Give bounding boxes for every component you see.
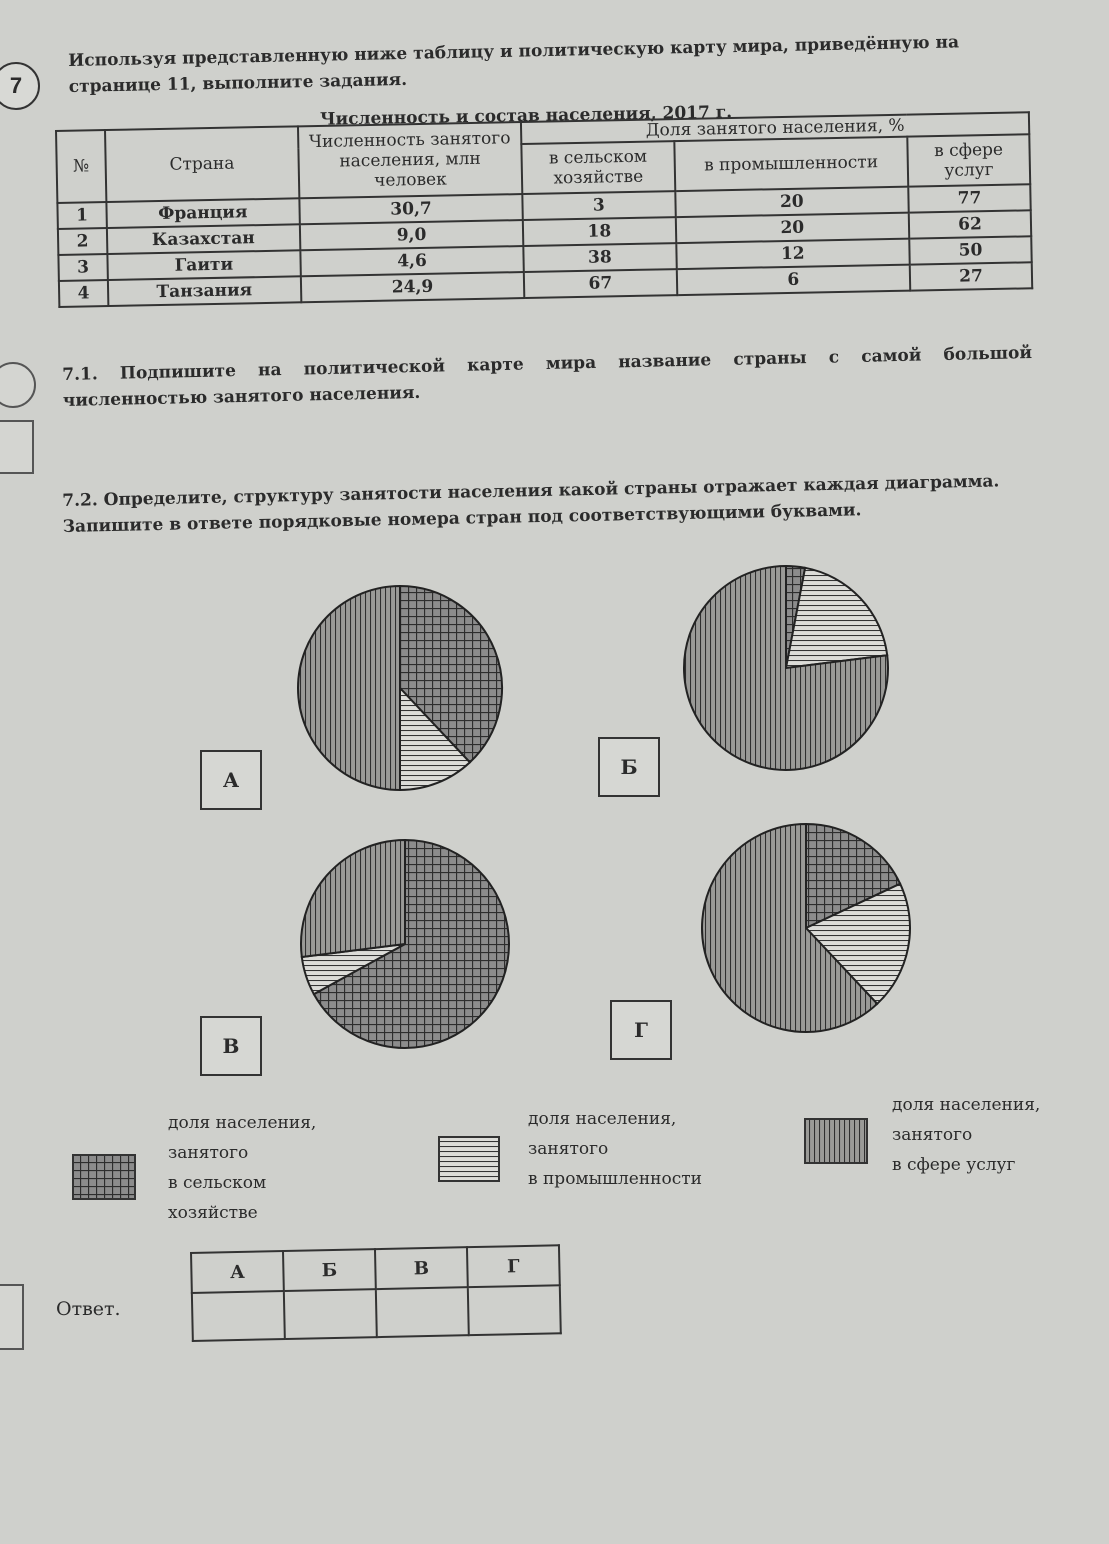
legend-swatch-services [804,1118,868,1164]
question-7-2-line2: Запишите в ответе порядковые номера стран под соответствующими буквами. [62,500,862,537]
cell-num: 3 [58,254,107,281]
q71-word: Подпишите [119,361,237,384]
legend-industry-l3: в промышленности [528,1169,702,1189]
cell-num: 2 [58,228,107,255]
q71-word: с [828,347,840,368]
cell-employed: 30,7 [299,194,523,224]
cell-services: 50 [909,236,1031,264]
cell-country: Франция [106,198,299,228]
answer-header-g: Г [467,1245,560,1287]
th-agriculture: в сельском хозяйстве [522,141,675,194]
legend-services [892,1090,1040,1180]
legend-industry [528,1104,702,1194]
legend-industry-l2: занятого [528,1139,609,1159]
question-7-2-line1: 7.2. Определите, структуру занятости населения какой страны отражает каждая диаграмма. [62,471,1000,511]
cell-services: 62 [909,210,1031,238]
cell-country: Казахстан [107,224,300,254]
legend-services-l2: занятого [892,1125,973,1145]
legend-agriculture-l4: хозяйстве [168,1203,258,1223]
cell-employed: 24,9 [301,272,525,302]
q71-word: карте [466,354,524,376]
answer-cell-b[interactable] [284,1289,377,1339]
letter-box-v [200,1016,262,1076]
legend-agriculture-l2: занятого [168,1143,249,1163]
letter-b: Б [620,755,638,779]
cell-industry: 6 [676,265,910,295]
cell-country: Гаити [107,250,300,280]
q71-word: мира [545,352,597,375]
answer-header-a: А [191,1251,284,1293]
cell-country: Танзания [108,276,301,306]
legend-swatch-agriculture [72,1154,136,1200]
legend-agriculture [168,1108,316,1228]
answer-score-box [0,1284,24,1350]
th-share-group: Доля занятого населения, % [521,112,1029,144]
answer-label: Ответ. [56,1298,121,1320]
cell-employed: 9,0 [300,220,524,250]
q71-word: политической [303,356,446,380]
legend-services-l3: в сфере услуг [892,1155,1016,1175]
letter-v: В [222,1034,240,1058]
letter-box-g [610,1000,672,1060]
cell-agriculture: 18 [523,217,676,246]
answer-cell-g[interactable] [468,1285,561,1335]
q71-word: на [257,360,282,381]
q71-word: самой [861,345,922,367]
th-services: в сфере услуг [907,134,1030,186]
letter-g: Г [634,1018,648,1042]
cell-industry: 20 [675,213,909,243]
cell-industry: 20 [675,187,909,217]
pie-1-slice-services [298,586,400,790]
task-number: 7 [9,73,23,98]
pie-3-slice-services [301,840,405,957]
legend-agriculture-l3: в сельском [168,1173,267,1193]
answer-cell-v[interactable] [376,1287,469,1337]
task-intro: Используя представленную ниже таблицу и политическую карту мира, приведённую на странице 11, выполните задания. [68,32,960,97]
th-industry: в промышленности [674,137,909,191]
legend-swatch-industry [438,1136,500,1182]
table-title: Численность и состав населения, 2017 г. [319,102,733,130]
th-employed: Численность занятого населения, млн человек [298,122,523,198]
cell-num: 4 [59,280,108,307]
cell-agriculture: 67 [524,269,677,298]
answer-cell-a[interactable] [192,1291,285,1341]
th-country: Страна [105,126,299,202]
letter-box-b [598,737,660,797]
legend-industry-l1: доля населения, [528,1109,677,1129]
answer-table [190,1244,562,1342]
q71-word: 7.1. [62,364,99,385]
answer-header-b: Б [283,1249,376,1291]
cell-services: 77 [908,184,1030,212]
legend-agriculture-l1: доля населения, [168,1113,317,1133]
q71-word: страны [733,348,807,370]
question-7-1-line2: численностью занятого населения. [62,382,421,411]
answer-header-v: В [375,1247,468,1289]
q71-word: название [618,350,712,373]
legend-services-l1: доля населения, [892,1095,1041,1115]
letter-box-a [200,750,262,810]
cell-agriculture: 38 [523,243,676,272]
cell-industry: 12 [676,239,910,269]
cell-num: 1 [57,202,106,229]
th-num: № [56,130,106,203]
letter-a: А [222,768,240,792]
cell-services: 27 [910,262,1032,290]
cell-agriculture: 3 [522,191,675,220]
cell-employed: 4,6 [300,246,524,276]
q71-word: большой [943,342,1033,365]
